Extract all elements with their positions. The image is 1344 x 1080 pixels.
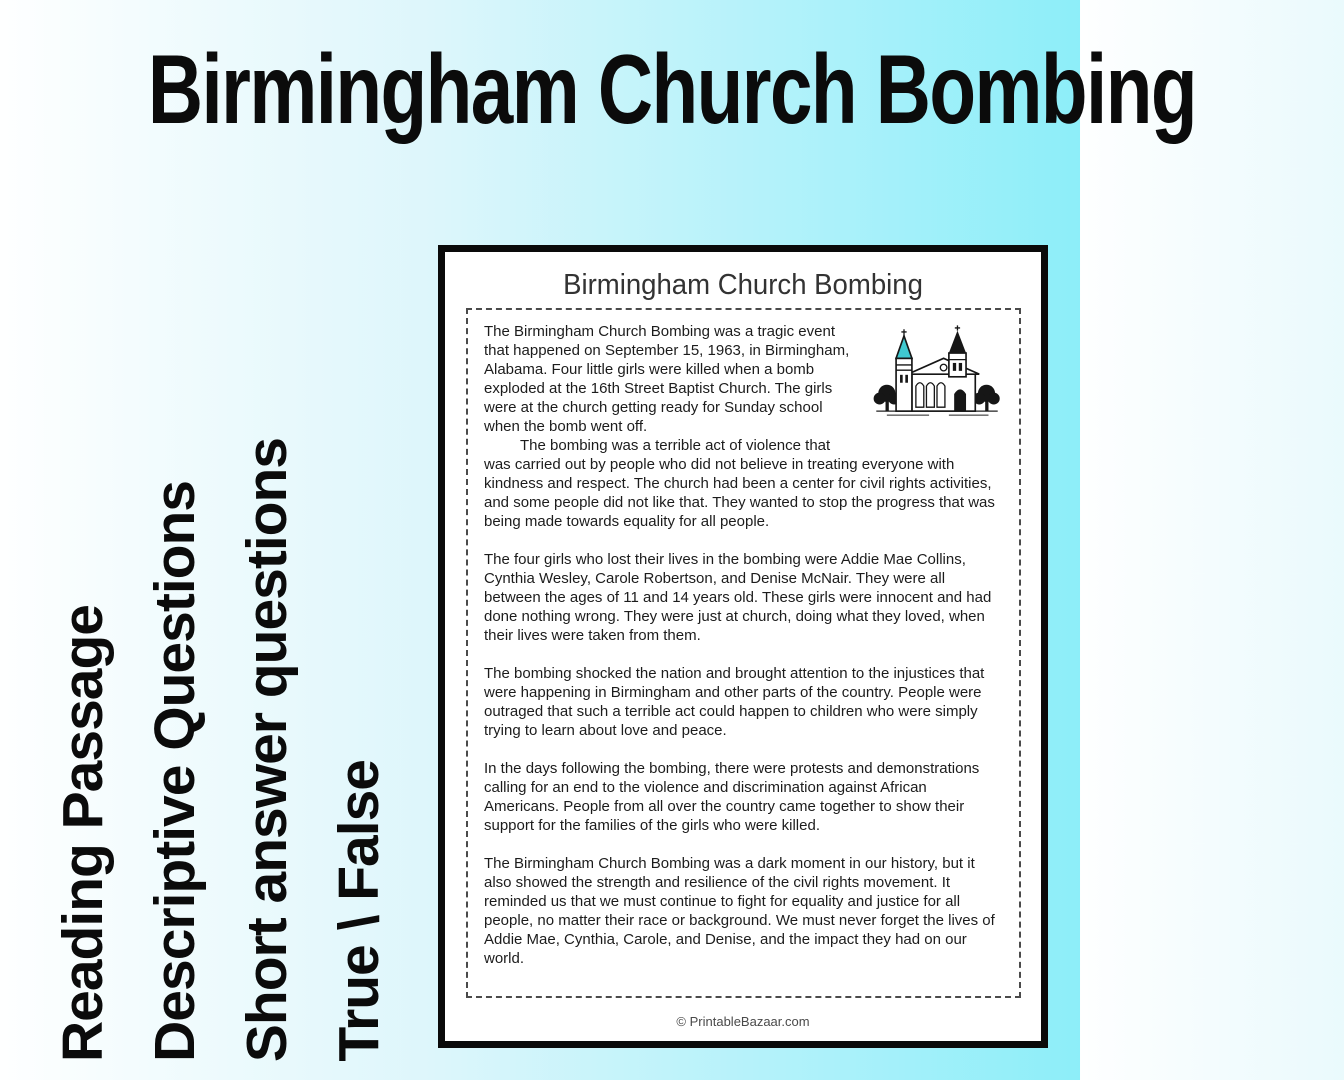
passage-paragraph: In the days following the bombing, there were protests and demonstrations calling for an end to the violence and discrimination against African Americans. People from all over the country came together to show their support for the families of the girls who were killed. <box>484 760 980 834</box>
arched-window <box>916 383 924 407</box>
banner <box>0 34 1196 144</box>
feature-labels <box>50 438 392 1062</box>
feature-label-short-answer-questions: Short answer questions <box>235 437 299 1062</box>
passage-box <box>466 308 1021 998</box>
banner-title: Birmingham Church Bombing <box>147 34 1196 144</box>
tree-right-icon <box>973 385 999 411</box>
arched-window <box>937 383 945 407</box>
reading-passage <box>484 322 1003 968</box>
passage-paragraph: The Birmingham Church Bombing was a dark moment in our history, but it also showed the strength and resilience of the civil rights movement. It reminded us that we must continue to fight for equality and justice for all people, no matter their race or background. We must never forget the lives of Addie Mae, Cynthia, Carole, and Denise, and the impact they had on our world. <box>484 855 995 967</box>
cross-icon <box>901 329 906 336</box>
copyright-footer: © PrintableBazaar.com <box>676 1014 810 1029</box>
right-tower <box>949 325 966 376</box>
church-door <box>954 389 966 411</box>
church-spire <box>896 336 912 358</box>
cross-icon <box>955 325 960 330</box>
dark-spire <box>949 331 966 353</box>
worksheet-title: Birmingham Church Bombing <box>563 269 923 301</box>
passage-paragraph: The bombing was a terrible act of violence that was carried out by people who did not believe in treating everyone with kindness and respect. The church had been a center for civil rights activities, and some people did not like that. They wanted to stop the progress that was being made towards equality for all people. <box>484 437 995 530</box>
church-illustration <box>871 324 1003 423</box>
passage-paragraph: The four girls who lost their lives in the bombing were Addie Mae Collins, Cynthia Wesley, Carole Robertson, and Denise McNair. They were all between the ages of 11 and 14 years old. These girls were innocent and had done nothing wrong. They were just at church, doing what they loved, when their lives were taken from them. <box>484 551 992 644</box>
rose-window <box>940 364 947 371</box>
passage-paragraph: The bombing shocked the nation and brought attention to the injustices that were happening in Birmingham and other parts of the country. People were outraged that such a terrible act could happen to children who were simply trying to learn about love and peace. <box>484 665 985 739</box>
passage-paragraph: The Birmingham Church Bombing was a tragic event that happened on September 15, 1963, in Birmingham, Alabama. Four little girls were killed when a bomb exploded at the 16th Street Baptist Church. The girls were at the church getting ready for Sunday school when the bomb went off. <box>484 323 850 435</box>
feature-label-descriptive-questions: Descriptive Questions <box>143 481 207 1062</box>
left-tower <box>896 329 912 411</box>
feature-label-true-false: True \ False <box>327 760 391 1062</box>
worksheet-page <box>438 245 1048 1048</box>
arched-window <box>926 383 934 407</box>
feature-label-reading-passage: Reading Passage <box>51 604 115 1062</box>
